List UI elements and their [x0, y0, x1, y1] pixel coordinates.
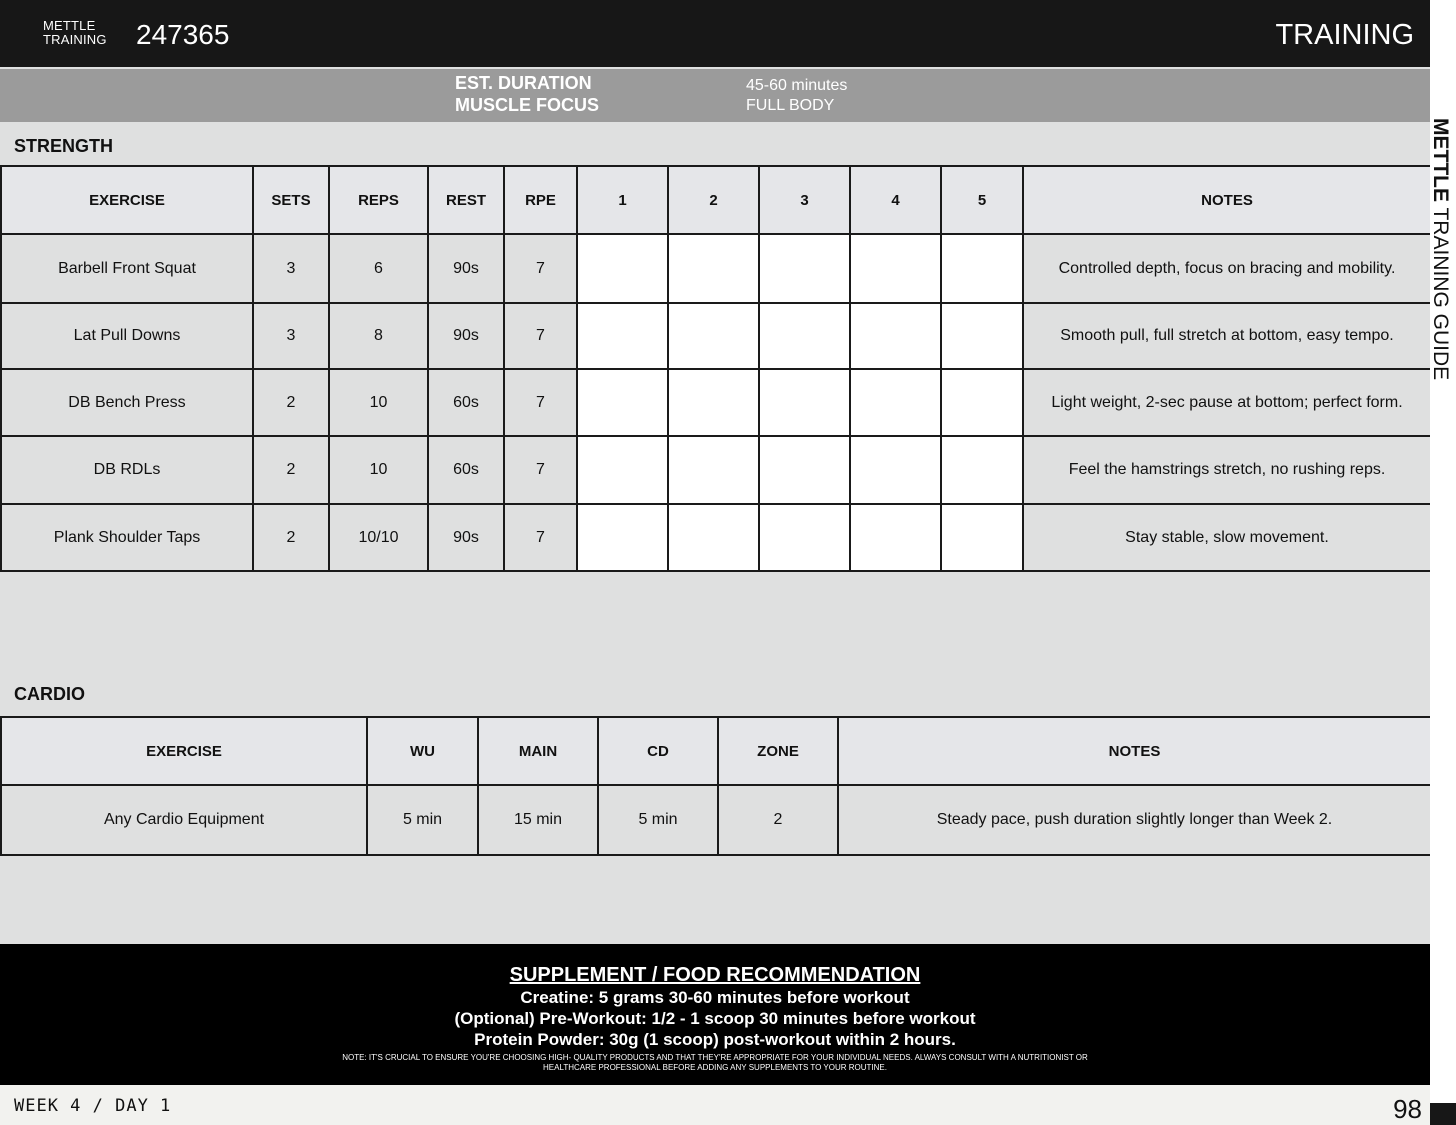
brand-line-2: TRAINING	[43, 32, 107, 47]
strength-header-row	[1, 166, 1431, 234]
brand-logo	[43, 19, 107, 47]
col-header-set-3: 3	[759, 166, 850, 234]
rest-cell: 90s	[428, 234, 504, 303]
duration-label: EST. DURATION	[455, 73, 592, 93]
exercise-cell: Any Cardio Equipment	[1, 785, 367, 855]
col-header-rpe: RPE	[504, 166, 577, 234]
log-cell-set-4[interactable]	[850, 369, 941, 436]
col-header-main: MAIN	[478, 717, 598, 785]
page-header	[0, 0, 1430, 67]
reps-cell: 10/10	[329, 504, 428, 571]
table-row	[1, 303, 1431, 369]
col-header-notes: NOTES	[838, 717, 1431, 785]
rpe-cell: 7	[504, 303, 577, 369]
notes-cell: Controlled depth, focus on bracing and mobility.	[1023, 234, 1431, 303]
log-cell-set-3[interactable]	[759, 504, 850, 571]
log-cell-set-5[interactable]	[941, 234, 1023, 303]
rest-cell: 90s	[428, 303, 504, 369]
log-cell-set-5[interactable]	[941, 436, 1023, 504]
log-cell-set-2[interactable]	[668, 504, 759, 571]
log-cell-set-2[interactable]	[668, 234, 759, 303]
log-cell-set-1[interactable]	[577, 303, 668, 369]
log-cell-set-4[interactable]	[850, 303, 941, 369]
rest-cell: 60s	[428, 436, 504, 504]
sets-cell: 2	[253, 504, 329, 571]
zone-cell: 2	[718, 785, 838, 855]
rest-cell: 90s	[428, 504, 504, 571]
supplement-title: SUPPLEMENT / FOOD RECOMMENDATION	[509, 964, 921, 986]
side-guide-title	[1428, 118, 1452, 380]
sets-cell: 3	[253, 234, 329, 303]
col-header-set-5: 5	[941, 166, 1023, 234]
exercise-cell: Plank Shoulder Taps	[1, 504, 253, 571]
log-cell-set-4[interactable]	[850, 504, 941, 571]
supplement-box	[0, 944, 1430, 1085]
muscle-focus-label: MUSCLE FOCUS	[455, 95, 599, 115]
rpe-cell: 7	[504, 504, 577, 571]
supplement-disclaimer: NOTE: IT'S CRUCIAL TO ENSURE YOU'RE CHOOSING HIGH- QUALITY PRODUCTS AND THAT THEY'RE APPROPRIATE FOR YOUR INDIVIDUAL NEEDS. ALWAYS CONSULT WITH A NUTRITIONIST OR HEALTHCARE PROFESSIONAL BEFORE ADDING ANY SUPPLEMENTS TO YOUR ROUTINE.	[342, 1053, 1088, 1072]
reps-cell: 6	[329, 234, 428, 303]
table-row	[1, 785, 1431, 855]
exercise-cell: DB RDLs	[1, 436, 253, 504]
table-row	[1, 369, 1431, 436]
sets-cell: 2	[253, 369, 329, 436]
exercise-cell: Lat Pull Downs	[1, 303, 253, 369]
notes-cell: Smooth pull, full stretch at bottom, easy tempo.	[1023, 303, 1431, 369]
col-header-set-2: 2	[668, 166, 759, 234]
supplement-preworkout: (Optional) Pre-Workout: 1/2 - 1 scoop 30 minutes before workout	[454, 1009, 976, 1028]
log-cell-set-5[interactable]	[941, 504, 1023, 571]
rpe-cell: 7	[504, 436, 577, 504]
sets-cell: 2	[253, 436, 329, 504]
cardio-header-row	[1, 717, 1431, 785]
log-cell-set-2[interactable]	[668, 303, 759, 369]
main-cell: 15 min	[478, 785, 598, 855]
brand-line-1: METTLE	[43, 18, 96, 33]
table-row	[1, 504, 1431, 571]
supplement-protein: Protein Powder: 30g (1 scoop) post-workout within 2 hours.	[474, 1030, 956, 1049]
cardio-heading: CARDIO	[14, 684, 85, 704]
log-cell-set-1[interactable]	[577, 234, 668, 303]
log-cell-set-5[interactable]	[941, 369, 1023, 436]
supplement-creatine: Creatine: 5 grams 30-60 minutes before workout	[520, 988, 910, 1007]
exercise-cell: DB Bench Press	[1, 369, 253, 436]
col-header-notes: NOTES	[1023, 166, 1431, 234]
col-header-exercise: EXERCISE	[1, 717, 367, 785]
section-title: TRAINING	[1275, 19, 1414, 51]
log-cell-set-4[interactable]	[850, 436, 941, 504]
strength-heading: STRENGTH	[14, 136, 113, 156]
log-cell-set-5[interactable]	[941, 303, 1023, 369]
corner-tab	[1430, 1103, 1456, 1125]
notes-cell: Light weight, 2-sec pause at bottom; perfect form.	[1023, 369, 1431, 436]
side-guide: TRAINING GUIDE	[1429, 207, 1452, 381]
notes-cell: Stay stable, slow movement.	[1023, 504, 1431, 571]
rpe-cell: 7	[504, 369, 577, 436]
table-row	[1, 234, 1431, 303]
week-day-label: WEEK 4 / DAY 1	[14, 1096, 172, 1116]
log-cell-set-2[interactable]	[668, 436, 759, 504]
duration-value: 45-60 minutes	[746, 77, 848, 94]
reps-cell: 10	[329, 436, 428, 504]
log-cell-set-3[interactable]	[759, 369, 850, 436]
col-header-rest: REST	[428, 166, 504, 234]
muscle-focus-value: FULL BODY	[746, 97, 835, 114]
col-header-wu: WU	[367, 717, 478, 785]
log-cell-set-1[interactable]	[577, 504, 668, 571]
wu-cell: 5 min	[367, 785, 478, 855]
notes-cell: Steady pace, push duration slightly longer than Week 2.	[838, 785, 1431, 855]
notes-cell: Feel the hamstrings stretch, no rushing reps.	[1023, 436, 1431, 504]
col-header-reps: REPS	[329, 166, 428, 234]
log-cell-set-4[interactable]	[850, 234, 941, 303]
log-cell-set-3[interactable]	[759, 303, 850, 369]
strength-table	[0, 165, 1432, 572]
col-header-exercise: EXERCISE	[1, 166, 253, 234]
log-cell-set-3[interactable]	[759, 436, 850, 504]
reps-cell: 8	[329, 303, 428, 369]
exercise-cell: Barbell Front Squat	[1, 234, 253, 303]
col-header-set-4: 4	[850, 166, 941, 234]
col-header-sets: SETS	[253, 166, 329, 234]
page-number: 98	[1393, 1094, 1422, 1124]
log-cell-set-1[interactable]	[577, 436, 668, 504]
rest-cell: 60s	[428, 369, 504, 436]
program-code: 247365	[136, 19, 230, 50]
reps-cell: 10	[329, 369, 428, 436]
log-cell-set-3[interactable]	[759, 234, 850, 303]
session-info-band	[0, 69, 1430, 122]
rpe-cell: 7	[504, 234, 577, 303]
page-footer	[0, 1085, 1430, 1125]
col-header-set-1: 1	[577, 166, 668, 234]
col-header-cd: CD	[598, 717, 718, 785]
sets-cell: 3	[253, 303, 329, 369]
table-row	[1, 436, 1431, 504]
col-header-zone: ZONE	[718, 717, 838, 785]
cd-cell: 5 min	[598, 785, 718, 855]
log-cell-set-1[interactable]	[577, 369, 668, 436]
side-brand: METTLE	[1429, 118, 1452, 202]
cardio-table	[0, 716, 1432, 856]
log-cell-set-2[interactable]	[668, 369, 759, 436]
